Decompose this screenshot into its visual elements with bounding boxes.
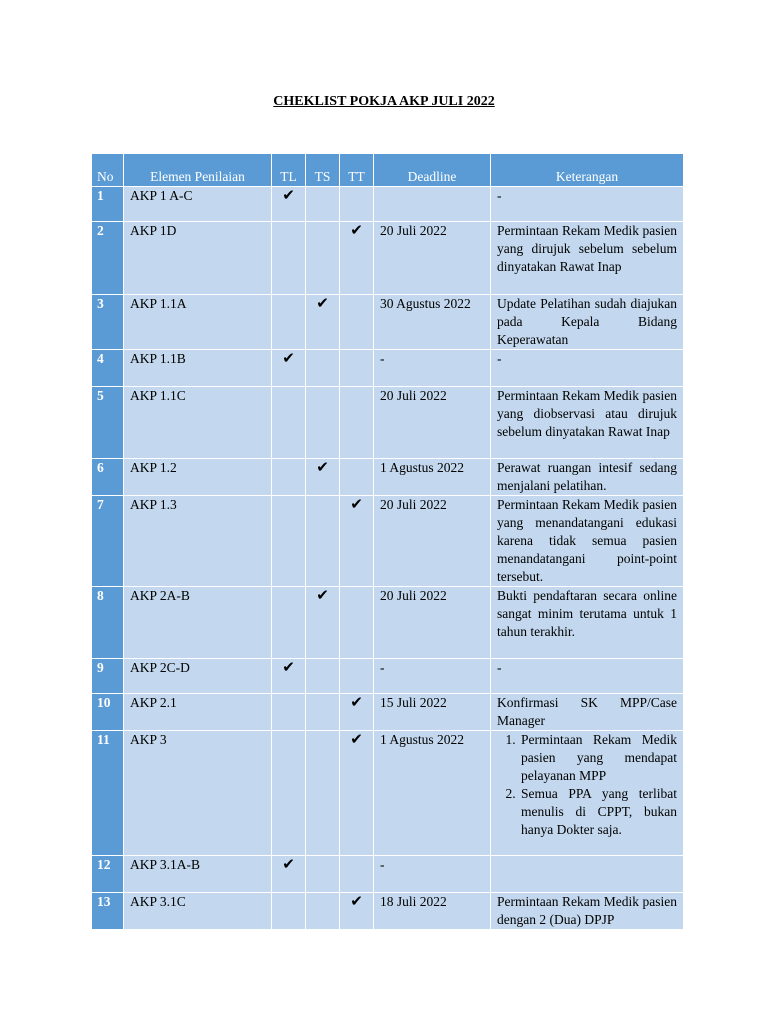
status-ts-cell — [306, 387, 340, 459]
status-ts-cell — [306, 187, 340, 222]
keterangan-list-item: 1. Permintaan Rekam Medik pasien yang mendapat pelayanan MPP — [519, 731, 677, 785]
deadline: - — [374, 856, 491, 893]
checkmark-icon: ✔ — [316, 588, 329, 604]
table-row — [92, 893, 684, 930]
status-tl-cell — [272, 856, 306, 893]
deadline: 1 Agustus 2022 — [374, 459, 491, 496]
keterangan: Permintaan Rekam Medik pasien dengan 2 (Dua) DPJP — [491, 893, 684, 930]
keterangan: Konfirmasi SK MPP/Case Manager — [491, 694, 684, 731]
status-tt-cell — [340, 496, 374, 587]
row-number: 1 — [92, 187, 124, 222]
row-number: 2 — [92, 222, 124, 295]
checkmark-icon: ✔ — [350, 497, 363, 513]
status-tl-cell — [272, 295, 306, 350]
status-tl-cell — [272, 222, 306, 295]
elemen-penilaian: AKP 3 — [124, 731, 272, 856]
deadline: 18 Juli 2022 — [374, 893, 491, 930]
status-tt-cell — [340, 295, 374, 350]
table-row — [92, 587, 684, 659]
table-row — [92, 856, 684, 893]
checklist-table — [91, 153, 684, 930]
deadline: 20 Juli 2022 — [374, 496, 491, 587]
row-number: 6 — [92, 459, 124, 496]
status-tl-cell — [272, 659, 306, 694]
elemen-penilaian: AKP 1.3 — [124, 496, 272, 587]
status-ts-cell — [306, 295, 340, 350]
checkmark-icon: ✔ — [316, 460, 329, 476]
status-tt-cell — [340, 893, 374, 930]
elemen-penilaian: AKP 3.1A-B — [124, 856, 272, 893]
keterangan — [491, 856, 684, 893]
deadline: 15 Juli 2022 — [374, 694, 491, 731]
status-tl-cell — [272, 496, 306, 587]
status-ts-cell — [306, 694, 340, 731]
elemen-penilaian: AKP 1.1A — [124, 295, 272, 350]
keterangan: Permintaan Rekam Medik pasien yang menandatangani edukasi karena tidak semua pasien menandatangani point-point tersebut. — [491, 496, 684, 587]
elemen-penilaian: AKP 1.1B — [124, 350, 272, 387]
keterangan: Update Pelatihan sudah diajukan pada Kepala Bidang Keperawatan — [491, 295, 684, 350]
row-number: 11 — [92, 731, 124, 856]
status-ts-cell — [306, 496, 340, 587]
elemen-penilaian: AKP 1 A-C — [124, 187, 272, 222]
table-row — [92, 222, 684, 295]
status-tl-cell — [272, 459, 306, 496]
status-tl-cell — [272, 893, 306, 930]
row-number: 7 — [92, 496, 124, 587]
header-tl: TL — [272, 154, 306, 187]
table-header-row — [92, 154, 684, 187]
table-row — [92, 387, 684, 459]
status-ts-cell — [306, 587, 340, 659]
header-keterangan: Keterangan — [491, 154, 684, 187]
checkmark-icon: ✔ — [350, 223, 363, 239]
checkmark-icon: ✔ — [350, 732, 363, 748]
status-tl-cell — [272, 731, 306, 856]
checkmark-icon: ✔ — [350, 695, 363, 711]
checkmark-icon: ✔ — [282, 351, 295, 367]
keterangan-list — [497, 731, 677, 839]
status-ts-cell — [306, 350, 340, 387]
header-ts: TS — [306, 154, 340, 187]
status-tt-cell — [340, 187, 374, 222]
row-number: 9 — [92, 659, 124, 694]
status-ts-cell — [306, 659, 340, 694]
status-ts-cell — [306, 459, 340, 496]
table-row — [92, 694, 684, 731]
status-ts-cell — [306, 856, 340, 893]
status-tt-cell — [340, 856, 374, 893]
keterangan: - — [491, 350, 684, 387]
elemen-penilaian: AKP 2C-D — [124, 659, 272, 694]
status-tl-cell — [272, 694, 306, 731]
status-tt-cell — [340, 459, 374, 496]
deadline: 20 Juli 2022 — [374, 387, 491, 459]
keterangan: Permintaan Rekam Medik pasien yang dirujuk sebelum sebelum dinyatakan Rawat Inap — [491, 222, 684, 295]
status-tt-cell — [340, 694, 374, 731]
table-row — [92, 295, 684, 350]
status-ts-cell — [306, 222, 340, 295]
status-ts-cell — [306, 731, 340, 856]
deadline: - — [374, 659, 491, 694]
table-row — [92, 496, 684, 587]
keterangan: Permintaan Rekam Medik pasien yang diobservasi atau dirujuk sebelum dinyatakan Rawat Inap — [491, 387, 684, 459]
header-no: No — [92, 154, 124, 187]
deadline: 20 Juli 2022 — [374, 587, 491, 659]
elemen-penilaian: AKP 2A-B — [124, 587, 272, 659]
status-tl-cell — [272, 187, 306, 222]
row-number: 12 — [92, 856, 124, 893]
header-tt: TT — [340, 154, 374, 187]
status-tt-cell — [340, 587, 374, 659]
elemen-penilaian: AKP 1.2 — [124, 459, 272, 496]
status-tt-cell — [340, 731, 374, 856]
status-tl-cell — [272, 350, 306, 387]
status-tt-cell — [340, 659, 374, 694]
keterangan-list-item: 2. Semua PPA yang terlibat menulis di CPPT, bukan hanya Dokter saja. — [519, 785, 677, 839]
status-tt-cell — [340, 222, 374, 295]
header-elemen: Elemen Penilaian — [124, 154, 272, 187]
checkmark-icon: ✔ — [350, 894, 363, 910]
status-tt-cell — [340, 350, 374, 387]
table-row — [92, 350, 684, 387]
table-row — [92, 459, 684, 496]
checkmark-icon: ✔ — [282, 188, 295, 204]
keterangan: - — [491, 659, 684, 694]
elemen-penilaian: AKP 1D — [124, 222, 272, 295]
status-tl-cell — [272, 587, 306, 659]
keterangan: - — [491, 187, 684, 222]
deadline: 1 Agustus 2022 — [374, 731, 491, 856]
table-row — [92, 659, 684, 694]
row-number: 4 — [92, 350, 124, 387]
header-deadline: Deadline — [374, 154, 491, 187]
table-row — [92, 187, 684, 222]
checkmark-icon: ✔ — [316, 296, 329, 312]
table-row — [92, 731, 684, 856]
deadline: 20 Juli 2022 — [374, 222, 491, 295]
checkmark-icon: ✔ — [282, 857, 295, 873]
document-title: CHEKLIST POKJA AKP JULI 2022 — [273, 94, 495, 109]
row-number: 5 — [92, 387, 124, 459]
keterangan: Perawat ruangan intesif sedang menjalani pelatihan. — [491, 459, 684, 496]
row-number: 13 — [92, 893, 124, 930]
keterangan — [491, 731, 684, 856]
status-tt-cell — [340, 387, 374, 459]
elemen-penilaian: AKP 1.1C — [124, 387, 272, 459]
elemen-penilaian: AKP 3.1C — [124, 893, 272, 930]
deadline — [374, 187, 491, 222]
deadline: - — [374, 350, 491, 387]
elemen-penilaian: AKP 2.1 — [124, 694, 272, 731]
status-tl-cell — [272, 387, 306, 459]
row-number: 10 — [92, 694, 124, 731]
deadline: 30 Agustus 2022 — [374, 295, 491, 350]
checkmark-icon: ✔ — [282, 660, 295, 676]
row-number: 3 — [92, 295, 124, 350]
row-number: 8 — [92, 587, 124, 659]
keterangan: Bukti pendaftaran secara online sangat minim terutama untuk 1 tahun terakhir. — [491, 587, 684, 659]
status-ts-cell — [306, 893, 340, 930]
